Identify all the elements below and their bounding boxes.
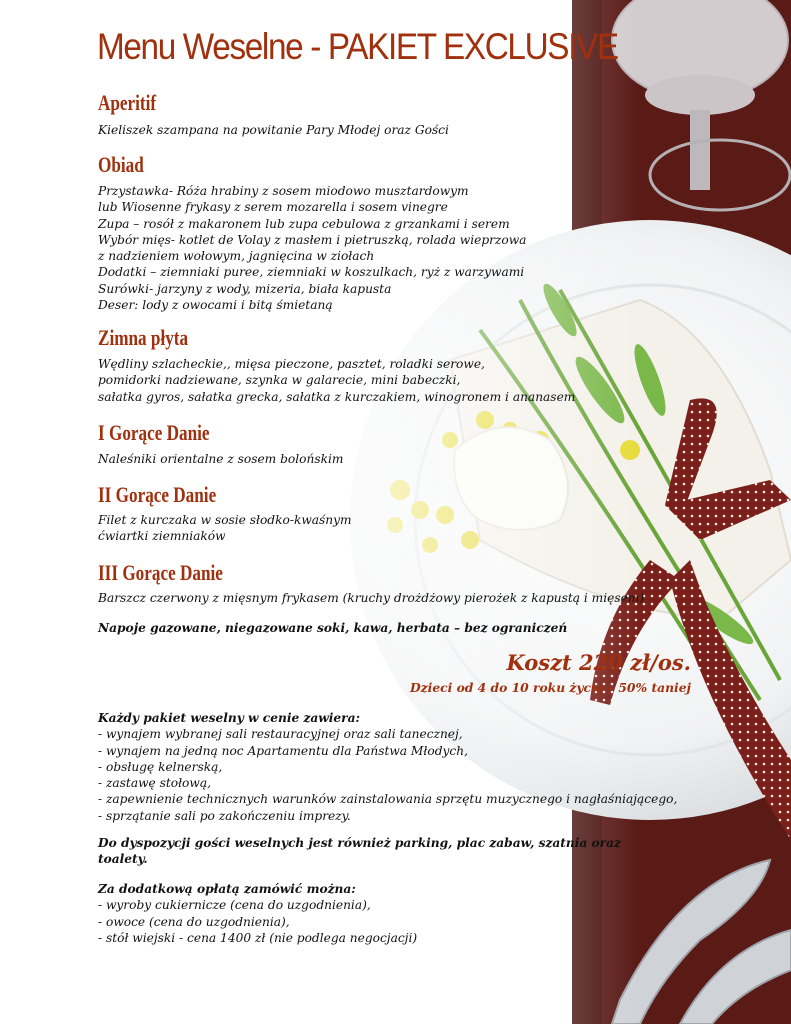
package-item: - wynajem wybranej sali restauracyjnej oraz sali tanecznej, xyxy=(98,727,463,742)
page-title: Menu Weselne - PAKIET EXCLUSIVE xyxy=(97,26,618,67)
section-lines-zimna-plyta xyxy=(98,356,575,405)
menu-line: Przystawka- Róża hrabiny z sosem miodowo musztardowym xyxy=(98,184,469,198)
package-item: - zapewnienie technicznych warunków zainstalowania sprzętu muzycznego i nagłaśniającego, xyxy=(98,792,678,807)
section-heading-obiad: Obiad xyxy=(98,152,144,177)
section-heading-aperitif: Aperitif xyxy=(98,90,157,115)
menu-line: Barszcz czerwony z mięsnym frykasem (kruchy drożdżowy pierożek z kapustą i mięsem) xyxy=(98,591,645,605)
facilities-note: Do dyspozycji gości weselnych jest również parking, plac zabaw, szatnia oraz toalety. xyxy=(98,836,621,867)
extra-order-item: - owoce (cena do uzgodnienia), xyxy=(98,914,290,929)
menu-line: z nadzieniem wołowym, jagnięcina w ziołach xyxy=(98,249,375,264)
section-heading-i-gorace-danie: I Gorące Danie xyxy=(98,420,210,445)
children-discount: Dzieci od 4 do 10 roku życia – 50% taniej xyxy=(410,680,691,695)
section-heading-iii-gorace-danie: III Gorące Danie xyxy=(98,560,223,585)
section-lines-obiad xyxy=(98,183,526,313)
package-item: - zastawę stołową, xyxy=(98,776,211,791)
menu-line: Wybór mięs- kotlet de Volay z masłem i pietruszką, rolada wieprzowa xyxy=(98,232,527,247)
price: Koszt 220 zł/os. xyxy=(506,650,691,675)
menu-line: Filet z kurczaka w sosie słodko-kwaśnym xyxy=(98,513,352,527)
menu-line: Surówki- jarzyny z wody, mizeria, biała kapusta xyxy=(98,281,392,296)
menu-line: Zupa – rosół z makaronem lub zupa cebulowa z grzankami i serem xyxy=(98,216,510,231)
menu-line: ćwiartki ziemniaków xyxy=(98,529,226,544)
extra-order-list xyxy=(98,881,417,946)
section-heading-ii-gorace-danie: II Gorące Danie xyxy=(98,482,217,507)
extra-order-item: - stół wiejski - cena 1400 zł (nie podlega negocjacji) xyxy=(98,930,418,945)
drinks-note: Napoje gazowane, niegazowane soki, kawa, herbata – bez ograniczeń xyxy=(98,621,568,635)
extra-order-heading: Za dodatkową opłatą zamówić można: xyxy=(98,882,356,896)
extra-order-item: - wyroby cukiernicze (cena do uzgodnienia), xyxy=(98,898,371,913)
menu-line: lub Wiosenne frykasy z serem mozarella i sosem vinegre xyxy=(98,200,448,215)
section-lines-ii-gorace-danie xyxy=(98,512,352,545)
menu-line: sałatka gyros, sałatka grecka, sałatka z kurczakiem, winogronem i ananasem xyxy=(98,389,576,404)
package-heading: Każdy pakiet weselny w cenie zawiera: xyxy=(98,711,360,725)
package-item: - wynajem na jedną noc Apartamentu dla Państwa Młodych, xyxy=(98,743,468,758)
section-lines-iii-gorace-danie xyxy=(98,590,644,606)
package-list xyxy=(98,710,677,824)
menu-line: Kieliszek szampana na powitanie Pary Młodej oraz Gości xyxy=(98,123,449,137)
menu-line: Deser: lody z owocami i bitą śmietaną xyxy=(98,298,333,313)
section-lines-aperitif xyxy=(98,122,449,138)
section-lines-i-gorace-danie xyxy=(98,451,343,467)
package-item: - obsługę kelnerską, xyxy=(98,759,223,774)
section-heading-zimna-plyta: Zimna płyta xyxy=(98,325,189,350)
menu-line: pomidorki nadziewane, szynka w galarecie, mini babeczki, xyxy=(98,373,461,388)
menu-line: Naleśniki orientalne z sosem bolońskim xyxy=(98,452,344,466)
menu-line: Dodatki – ziemniaki puree, ziemniaki w koszulkach, ryż z warzywami xyxy=(98,265,525,280)
package-item: - sprzątanie sali po zakończeniu imprezy. xyxy=(98,808,351,823)
menu-line: Wędliny szlacheckie,, mięsa pieczone, pasztet, roladki serowe, xyxy=(98,357,485,371)
